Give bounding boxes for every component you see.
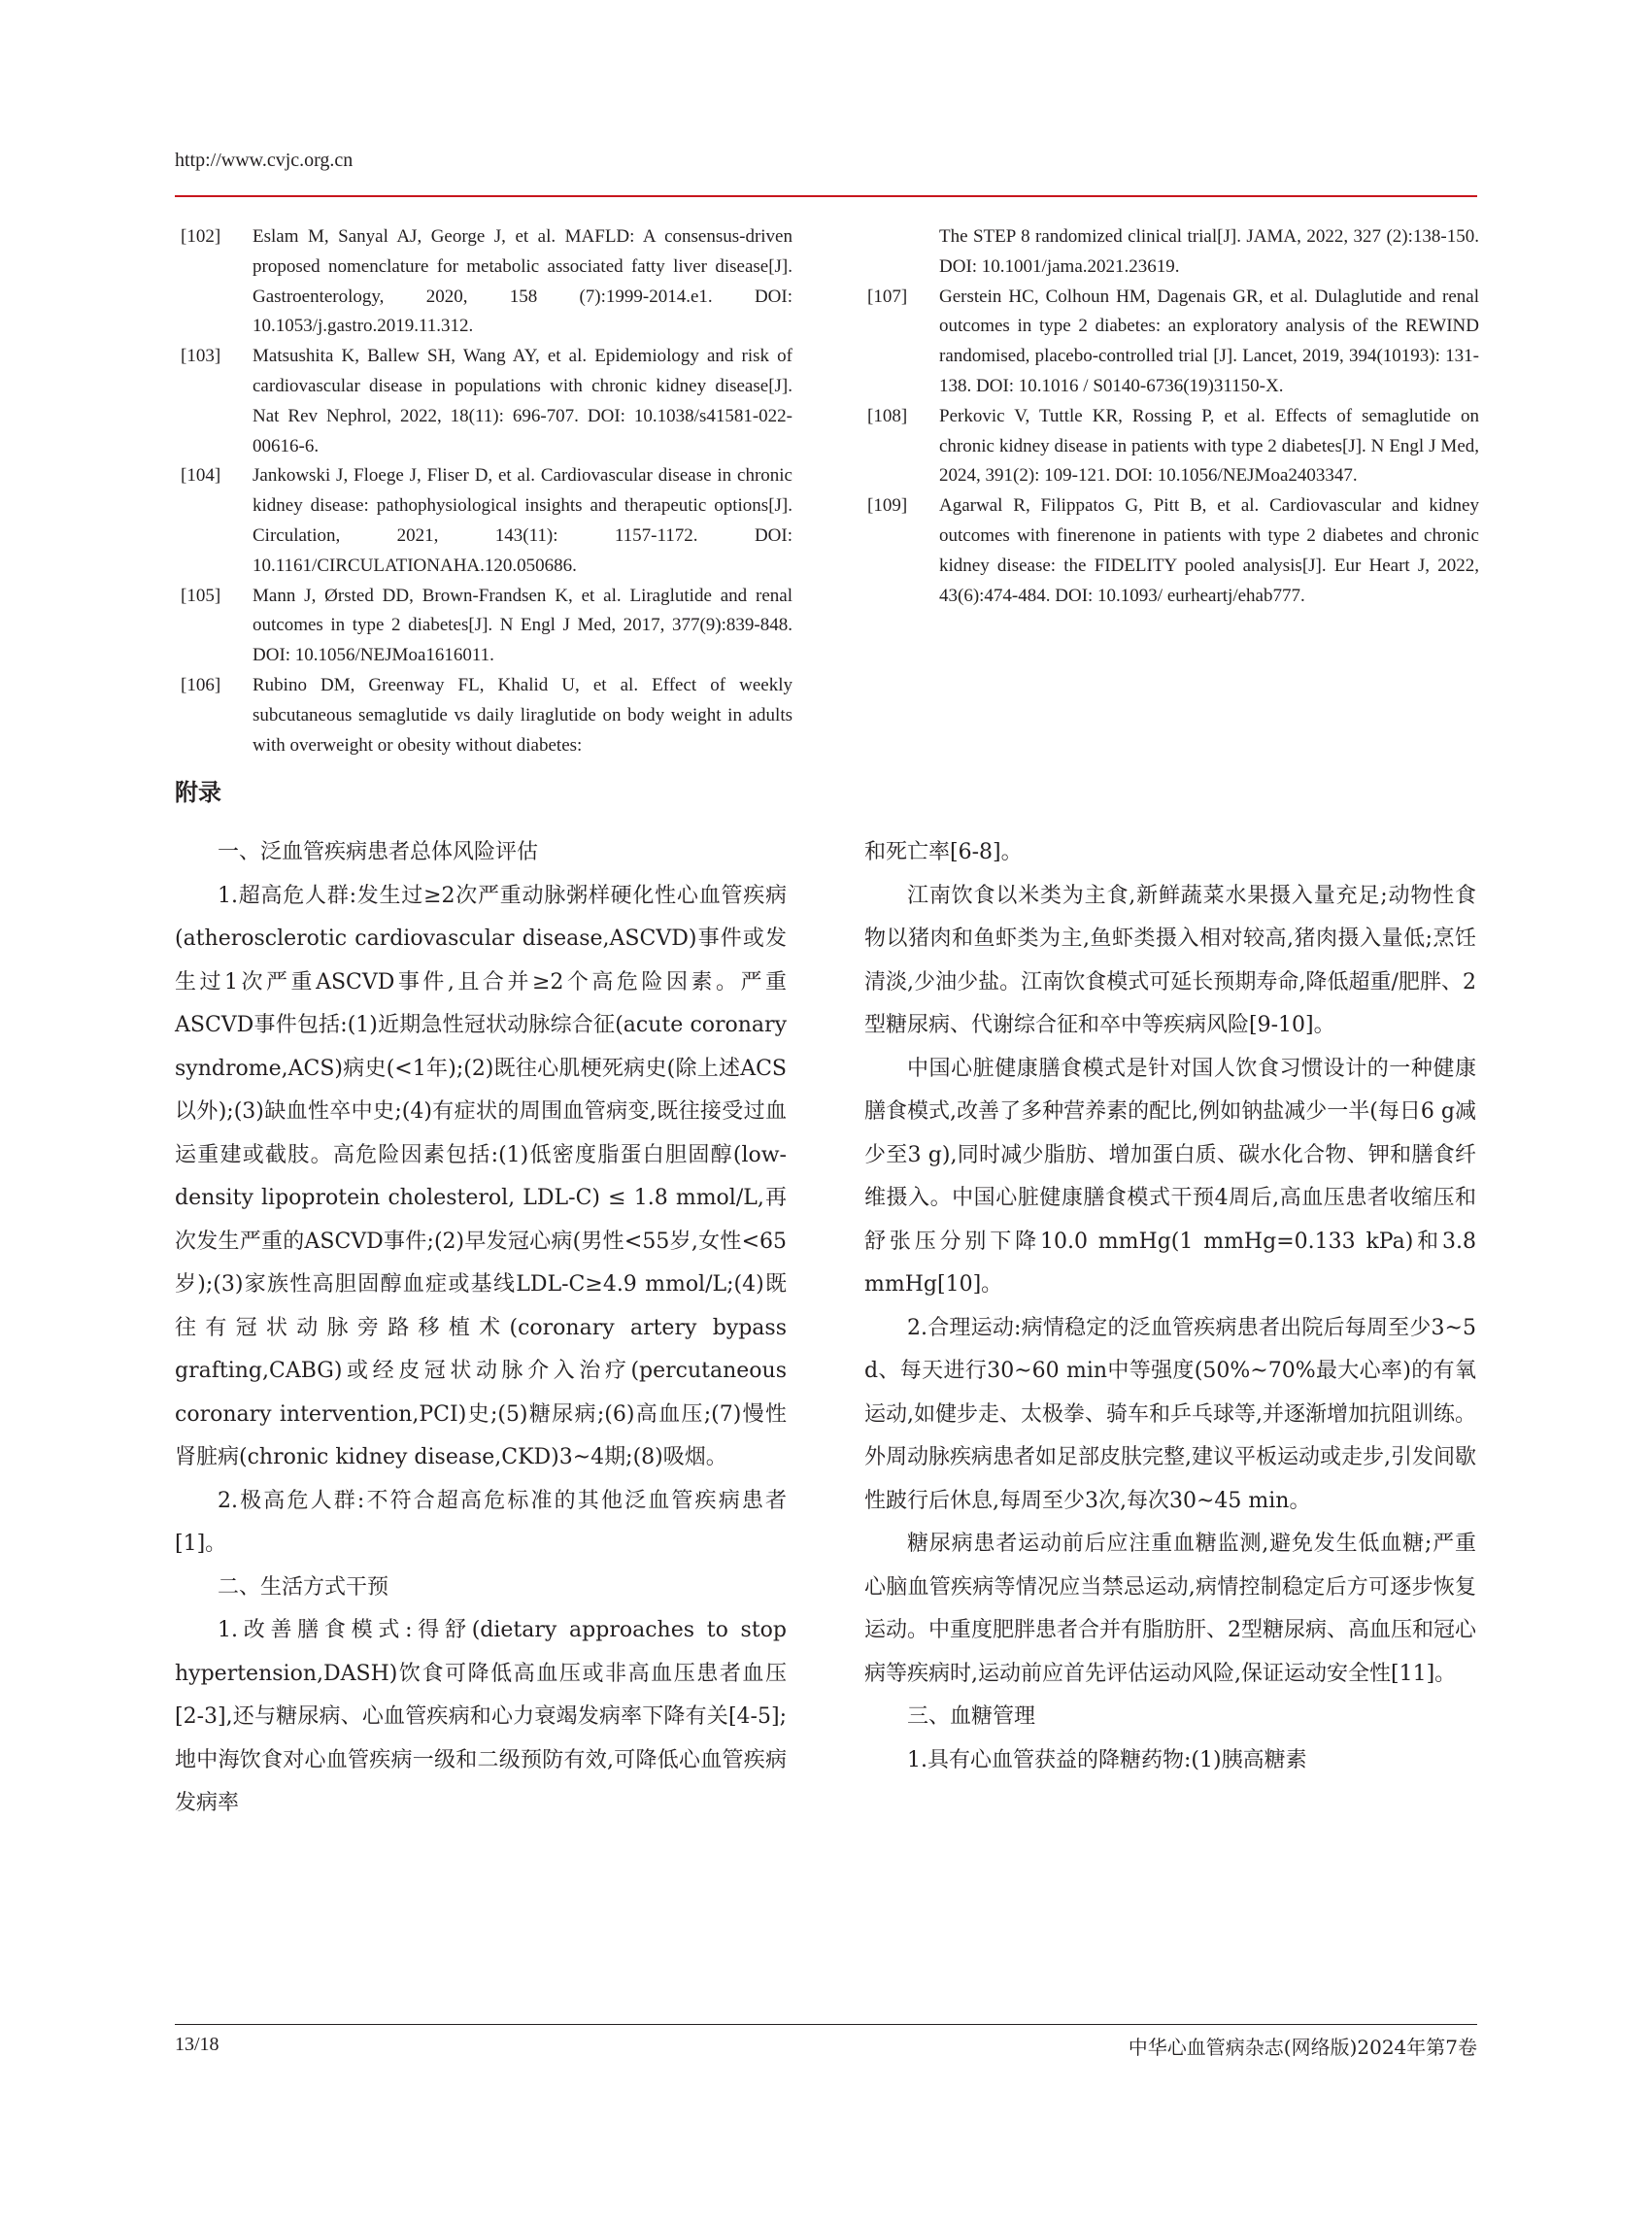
reference-item: [181, 582, 792, 671]
paragraph: 1.超高危人群:发生过≥2次严重动脉粥样硬化性心血管疾病(atherosclerotic cardiovascular disease,ASCVD)事件或发生过1次严重ASCVD事件,且合并≥2个高危险因素。严重ASCVD事件包括:(1)近期急性冠状动脉综合征(acute coronary syndrome,ACS)病史(<1年);(2)既往心肌梗死病史(除上述ACS以外);(3)缺血性卒中史;(4)有症状的周围血管病变,既往接受过血运重建或截肢。高危险因素包括:(1)低密度脂蛋白胆固醇(low-density lipoprotein cholesterol, LDL-C) ≤ 1.8 mmol/L,再次发生严重的ASCVD事件;(2)早发冠心病(男性<55岁,女性<65岁);(3)家族性高胆固醇血症或基线LDL-C≥4.9 mmol/L;(4)既往有冠状动脉旁路移植术(coronary artery bypass grafting,CABG)或经皮冠状动脉介入治疗(percutaneous coronary intervention,PCI)史;(5)糖尿病;(6)高血压;(7)慢性肾脏病(chronic kidney disease,CKD)3~4期;(8)吸烟。: [175, 883, 787, 1469]
appendix-left-column: [175, 831, 787, 1826]
reference-number: [107]: [867, 286, 908, 307]
paragraph: 1.具有心血管获益的降糖药物:(1)胰高糖素: [907, 1747, 1307, 1772]
appendix-heading: 附录: [175, 779, 221, 806]
reference-text: Perkovic V, Tuttle KR, Rossing P, et al. Effects of semaglutide on chronic kidney disease in patients with type 2 diabetes[J]. N Engl J Med, 2024, 391(2): 109-121. DOI: 10.1056/NEJMoa2403347.: [939, 405, 1479, 487]
reference-item: [867, 491, 1479, 611]
journal-name: 中华心血管病杂志(网络版)2024年第7卷: [1128, 2036, 1477, 2059]
reference-text: Eslam M, Sanyal AJ, George J, et al. MAFLD: A consensus-driven proposed nomenclature for metabolic associated fatty liver disease[J]. Gastroenterology, 2020, 158 (7):1999-2014.e1. DOI: 10.1053/j.gastro.2019.11.312.: [253, 226, 792, 337]
reference-number: [106]: [181, 674, 221, 695]
reference-text: The STEP 8 randomized clinical trial[J]. JAMA, 2022, 327 (2):138-150. DOI: 10.1001/jama.2021.23619.: [939, 226, 1479, 277]
reference-text: Mann J, Ørsted DD, Brown-Frandsen K, et al. Liraglutide and renal outcomes in type 2 diabetes[J]. N Engl J Med, 2017, 377(9):839-848. DOI: 10.1056/NEJMoa1616011.: [253, 585, 792, 666]
reference-text: Agarwal R, Filippatos G, Pitt B, et al. Cardiovascular and kidney outcomes with finerenone in patients with type 2 diabetes and chronic kidney disease: the FIDELITY pooled analysis[J]. Eur Heart J, 2022, 43(6):474-484. DOI: 10.1093/ eurheartj/ehab777.: [939, 495, 1479, 606]
footer-divider: [175, 2024, 1477, 2025]
paragraph: 1.改善膳食模式:得舒(dietary approaches to stop hypertension,DASH)饮食可降低高血压或非高血压患者血压[2-3],还与糖尿病、心血管疾病和心力衰竭发病率下降有关[4-5];地中海饮食对心血管疾病一级和二级预防有效,可降低心血管疾病发病率: [175, 1618, 787, 1815]
reference-item: [181, 671, 792, 760]
reference-text: Jankowski J, Floege J, Fliser D, et al. Cardiovascular disease in chronic kidney disease: pathophysiological insights and therapeutic options[J]. Circulation, 2021, 143(11): 1157-1172. DOI: 10.1161/CIRCULATIONAHA.120.050686.: [253, 465, 792, 576]
header-divider: [175, 195, 1477, 197]
reference-item: [867, 402, 1479, 491]
reference-text: Matsushita K, Ballew SH, Wang AY, et al. Epidemiology and risk of cardiovascular disease in populations with chronic kidney disease[J]. Nat Rev Nephrol, 2022, 18(11): 696-707. DOI: 10.1038/s41581-022-00616-6.: [253, 346, 792, 456]
reference-number: [105]: [181, 585, 221, 606]
paragraph-continuation: 和死亡率[6-8]。: [864, 840, 1023, 864]
paragraph: 糖尿病患者运动前后应注重血糖监测,避免发生低血糖;严重心脑血管疾病等情况应当禁忌运动,病情控制稳定后方可逐步恢复运动。中重度肥胖患者合并有脂肪肝、2型糖尿病、高血压和冠心病等疾病时,运动前应首先评估运动风险,保证运动安全性[11]。: [864, 1532, 1476, 1686]
reference-number: [108]: [867, 405, 908, 426]
reference-text: Rubino DM, Greenway FL, Khalid U, et al. Effect of weekly subcutaneous semaglutide vs daily liraglutide on body weight in adults with overweight or obesity without diabetes:: [253, 674, 792, 756]
paragraph: 2.极高危人群:不符合超高危标准的其他泛血管疾病患者[1]。: [175, 1488, 787, 1556]
paragraph: 江南饮食以米类为主食,新鲜蔬菜水果摄入量充足;动物性食物以猪肉和鱼虾类为主,鱼虾类摄入相对较高,猪肉摄入量低;烹饪清淡,少油少盐。江南饮食模式可延长预期寿命,降低超重/肥胖、2型糖尿病、代谢综合征和卒中等疾病风险[9-10]。: [864, 883, 1476, 1037]
reference-number: [109]: [867, 495, 908, 517]
reference-item: [181, 461, 792, 581]
paragraph: 2.合理运动:病情稳定的泛血管疾病患者出院后每周至少3~5 d、每天进行30~60 min中等强度(50%~70%最大心率)的有氧运动,如健步走、太极拳、骑车和乒乓球等,并逐渐增加抗阻训练。外周动脉疾病患者如足部皮肤完整,建议平板运动或走步,引发间歇性跛行后休息,每周至少3次,每次30~45 min。: [864, 1315, 1476, 1513]
paragraph: 中国心脏健康膳食模式是针对国人饮食习惯设计的一种健康膳食模式,改善了多种营养素的配比,例如钠盐减少一半(每日6 g减少至3 g),同时减少脂肪、增加蛋白质、碳水化合物、钾和膳食纤维摄入。中国心脏健康膳食模式干预4周后,高血压患者收缩压和舒张压分别下降10.0 mmHg(1 mmHg=0.133 kPa)和3.8 mmHg[10]。: [864, 1056, 1476, 1297]
reference-item: [867, 283, 1479, 402]
reference-text: Gerstein HC, Colhoun HM, Dagenais GR, et al. Dulaglutide and renal outcomes in type 2 diabetes: an exploratory analysis of the REWIND randomised, placebo-controlled trial [J]. Lancet, 2019, 394(10193): 131-138. DOI: 10.1016 / S0140-6736(19)31150-X.: [939, 286, 1479, 396]
page-number: 13/18: [175, 2034, 219, 2055]
journal-url[interactable]: http://www.cvjc.org.cn: [175, 150, 354, 171]
appendix-right-column: [864, 831, 1476, 1782]
section-heading: 三、血糖管理: [907, 1704, 1036, 1729]
reference-continuation: [867, 222, 1479, 283]
reference-number: [102]: [181, 226, 221, 247]
reference-item: [181, 342, 792, 461]
references-left-column: [181, 222, 792, 760]
section-heading: 二、生活方式干预: [218, 1574, 389, 1600]
references-right-column: [867, 222, 1479, 611]
reference-item: [181, 222, 792, 342]
section-heading: 一、泛血管疾病患者总体风险评估: [218, 840, 539, 864]
reference-number: [104]: [181, 465, 221, 487]
reference-number: [103]: [181, 346, 221, 367]
